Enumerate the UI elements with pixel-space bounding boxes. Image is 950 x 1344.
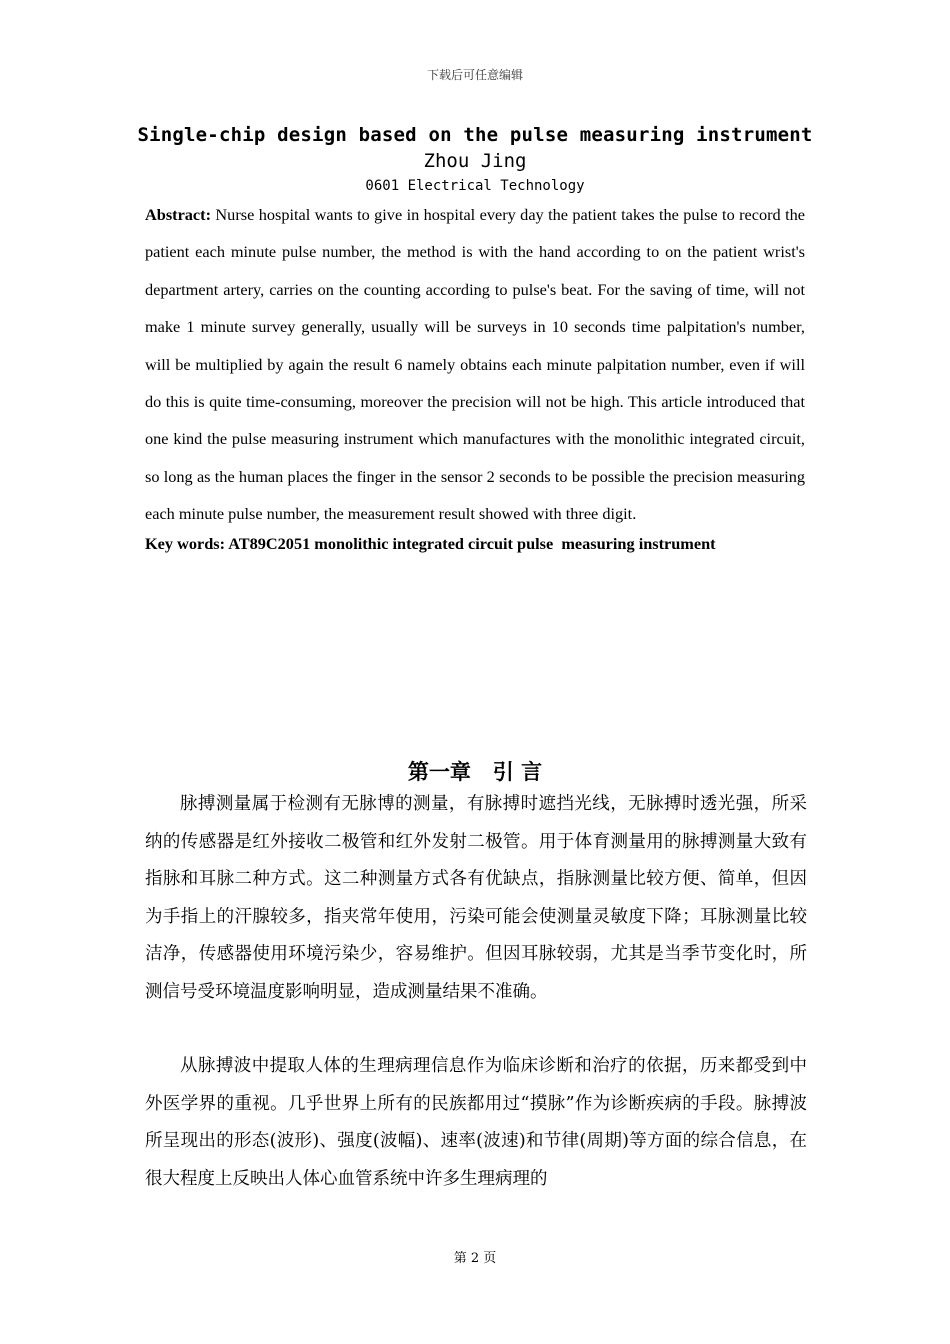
abstract-text: Nurse hospital wants to give in hospital every day the patient takes the pulse to record the patient each minute pulse number, the method is with the hand according to on the patient wrist's department artery, carries on the counting according to pulse's beat. For the saving of time, will not make 1 minute survey generally, usually will be surveys in 10 seconds time palpitation's number, will be multiplied by again the result 6 namely obtains each minute palpitation number, even if will do this is quite time-consuming, moreover the precision will not be high. This article introduced that one kind the pulse measuring instrument which manufactures with the monolithic integrated circuit, so long as the human places the finger in the sensor 2 seconds to be possible the precision measuring each minute pulse number, the measurement result showed with three digit. — [145, 205, 805, 524]
body-paragraph-1: 脉搏测量属于检测有无脉博的测量，有脉搏时遮挡光线，无脉搏时透光强，所采纳的传感器是红外接收二极管和红外发射二极管。用于体育测量用的脉搏测量大致有指脉和耳脉二种方式。这二种测量方式各有优缺点，指脉测量比较方便、简单，但因为手指上的汗腺较多，指夹常年使用，污染可能会使测量灵敏度下降；耳脉测量比较洁净，传感器使用环境污染少，容易维护。但因耳脉较弱，尤其是当季节变化时，所测信号受环境温度影响明显，造成测量结果不准确。 — [145, 794, 807, 1002]
chapter-title: 第一章 引 言 — [407, 760, 543, 784]
body-paragraph-2: 从脉搏波中提取人体的生理病理信息作为临床诊断和治疗的依据，历来都受到中外医学界的重视。几乎世界上所有的民族都用过“摸脉”作为诊断疾病的手段。脉搏波所呈现出的形态(波形)、强度(波幅)、速率(波速)和节律(周期)等方面的综合信息，在很大程度上反映出人体心血管系统中许多生理病理的 — [145, 1056, 807, 1189]
abstract-paragraph — [145, 196, 805, 533]
keywords-line: Key words: AT89C2051 monolithic integrated circuit pulse measuring instrument — [145, 534, 716, 553]
page-number-footer: 第 2 页 — [453, 1251, 497, 1266]
author-name: Zhou Jing — [423, 150, 527, 172]
author-affiliation: 0601 Electrical Technology — [365, 178, 585, 194]
abstract-label: Abstract: — [145, 205, 212, 224]
paper-title: Single-chip design based on the pulse measuring instrument — [137, 124, 813, 146]
header-note: 下载后可任意编辑 — [426, 68, 523, 82]
